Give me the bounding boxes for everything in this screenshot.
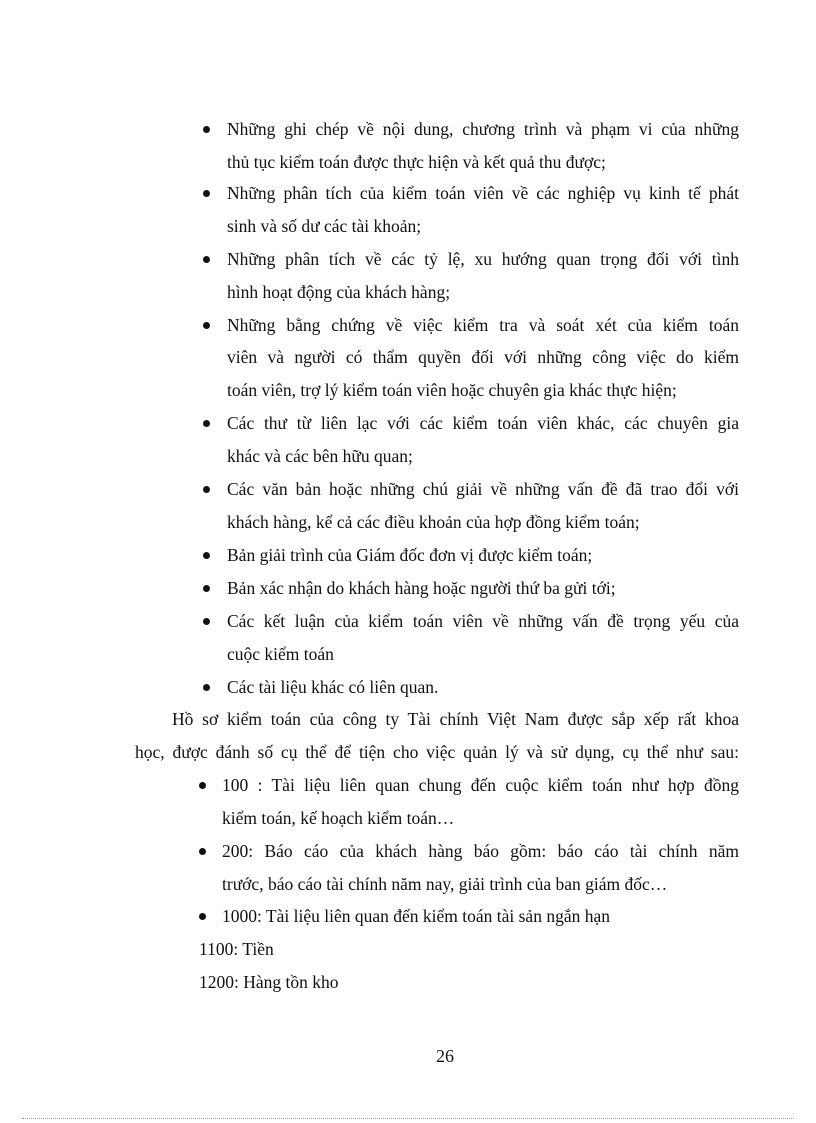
bullet-icon [199, 913, 206, 920]
index-item-line: trước, báo cáo tài chính năm nay, giải trình của ban giám đốc… [222, 874, 668, 894]
sub-item: 1100: Tiền [199, 939, 274, 959]
list-item-line: khách hàng, kể cả các điều khoản của hợp đồng kiểm toán; [227, 512, 640, 532]
list-item-line: khác và các bên hữu quan; [227, 446, 413, 466]
list-item-line: Những ghi chép về nội dung, chương trình và phạm vi của những [227, 119, 739, 139]
list-item-line: Các văn bản hoặc những chú giải về những vấn đề đã trao đổi với [227, 479, 739, 499]
index-item-line: 1000: Tài liệu liên quan đến kiểm toán tài sản ngắn hạn [222, 906, 610, 926]
bullet-icon [203, 618, 210, 625]
list-item-line: Các thư từ liên lạc với các kiểm toán viên khác, các chuyên gia [227, 413, 739, 433]
list-item-line: toán viên, trợ lý kiểm toán viên hoặc chuyên gia khác thực hiện; [227, 380, 677, 400]
list-item-line: Bản xác nhận do khách hàng hoặc người thứ ba gửi tới; [227, 578, 616, 598]
sub-item: 1200: Hàng tồn kho [199, 972, 339, 992]
bullet-icon [203, 256, 210, 263]
list-item-line: Những bằng chứng về việc kiểm tra và soát xét của kiểm toán [227, 315, 739, 335]
list-item-line: Những phân tích về các tỷ lệ, xu hướng quan trọng đối với tình [227, 249, 739, 269]
index-item-line: 200: Báo cáo của khách hàng báo gồm: báo cáo tài chính năm [222, 841, 739, 861]
list-item-line: hình hoạt động của khách hàng; [227, 282, 451, 302]
bullet-icon [203, 486, 210, 493]
paragraph-line: Hồ sơ kiểm toán của công ty Tài chính Việt Nam được sắp xếp rất khoa [172, 709, 739, 729]
footer-divider [22, 1118, 794, 1119]
index-item-line: 100 : Tài liệu liên quan chung đến cuộc kiểm toán như hợp đồng [222, 775, 739, 795]
bullet-icon [199, 848, 206, 855]
list-item-line: sinh và số dư các tài khoản; [227, 216, 422, 236]
bullet-icon [203, 322, 210, 329]
paragraph-line: học, được đánh số cụ thể để tiện cho việc quản lý và sử dụng, cụ thể như sau: [135, 742, 739, 762]
bullet-icon [199, 782, 206, 789]
list-item-line: Các kết luận của kiểm toán viên về những vấn đề trọng yếu của [227, 611, 739, 631]
list-item-line: cuộc kiểm toán [227, 644, 334, 664]
bullet-icon [203, 585, 210, 592]
index-item-line: kiểm toán, kế hoạch kiểm toán… [222, 808, 455, 828]
list-item-line: viên và người có thẩm quyền đối với những công việc do kiểm [227, 347, 739, 367]
list-item-line: Các tài liệu khác có liên quan. [227, 677, 439, 697]
page-number: 26 [436, 1046, 454, 1066]
bullet-icon [203, 552, 210, 559]
bullet-icon [203, 684, 210, 691]
bullet-icon [203, 126, 210, 133]
list-item-line: Những phân tích của kiểm toán viên về các nghiệp vụ kinh tế phát [227, 183, 739, 203]
list-item-line: Bản giải trình của Giám đốc đơn vị được kiểm toán; [227, 545, 593, 565]
list-item-line: thủ tục kiểm toán được thực hiện và kết quả thu được; [227, 152, 606, 172]
bullet-icon [203, 420, 210, 427]
bullet-icon [203, 190, 210, 197]
